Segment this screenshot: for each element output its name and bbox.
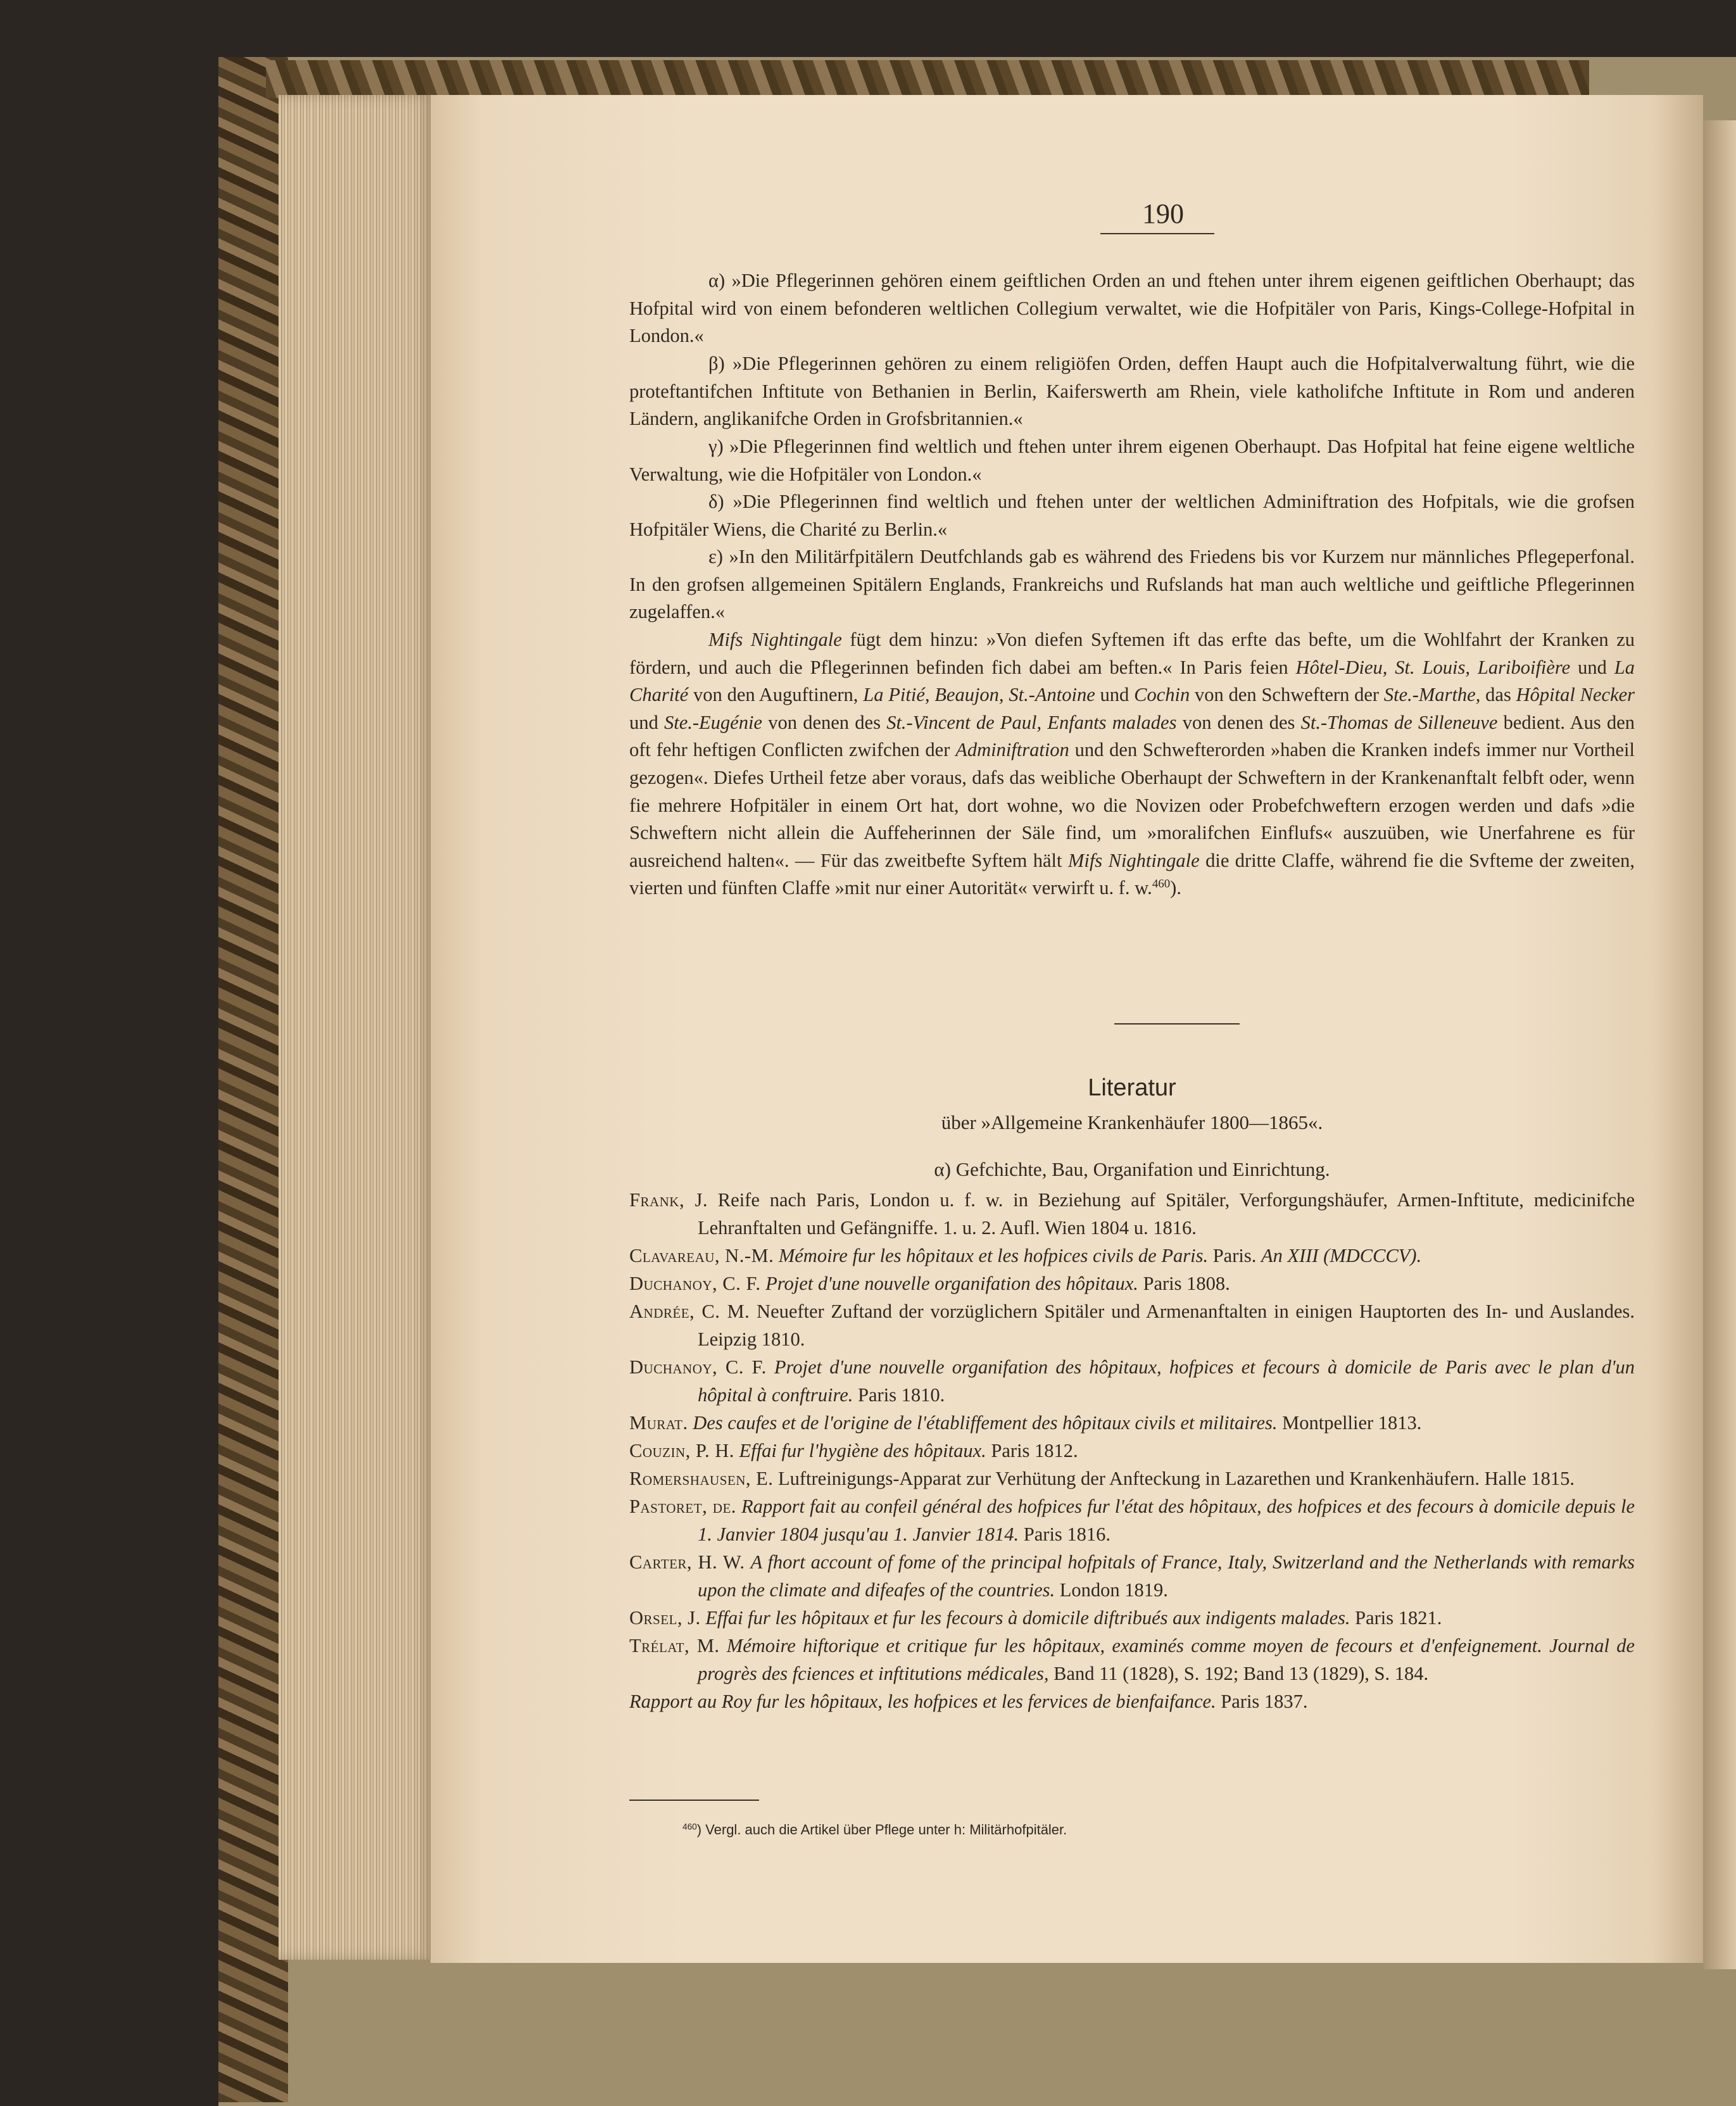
text-run xyxy=(774,1245,779,1266)
footnote-text: ) Vergl. auch die Artikel über Pflege unter h: Militärhofpitäler. xyxy=(696,1822,1067,1838)
italic-text: Mifs Nightingale xyxy=(1067,849,1200,871)
paragraph-beta xyxy=(629,350,1635,433)
reference-author: Carter, H. W. xyxy=(629,1551,745,1573)
reference-entry xyxy=(629,1632,1635,1687)
italic-text: Cochin xyxy=(1134,684,1190,706)
italic-text: Ste.-Marthe, xyxy=(1383,684,1481,706)
italic-text: Projet d'une nouvelle organifation des hôpitaux, hofpices et fecours à domicile de Paris avec le plan d'un hôpital à conftruire. xyxy=(698,1356,1635,1406)
italic-text: Rapport fait au confeil général des hofpices fur l'état des hôpitaux, des hofpices et des fecours à domicile depuis le 1. Janvier 1804 jusqu'au 1. Janvier 1814. xyxy=(698,1496,1635,1545)
footnote-ref: 460 xyxy=(1152,877,1171,891)
page-stack-edge xyxy=(279,95,434,1960)
text-run xyxy=(767,1356,774,1378)
text-run: von den Schweftern der xyxy=(1190,684,1384,706)
footnote-marker: 460 xyxy=(682,1822,697,1832)
text-run: Reife nach Paris, London u. f. w. in Beziehung auf Spitäler, Verforgungshäufer, Armen-Inftitute, medicinifche Lehranftalten und Gefängniffe. 1. u. 2. Aufl. Wien 1804 u. 1816. xyxy=(698,1189,1635,1239)
text-run xyxy=(734,1440,739,1461)
reference-author: Duchanoy, C. F. xyxy=(629,1356,767,1378)
italic-text: La Pitié, Beaujon, St.-Antoine xyxy=(863,684,1095,706)
reference-entry xyxy=(629,1687,1635,1715)
text-run: ε) »In den Militärfpitälern Deutfchlands gab es während des Friedens bis vor Kurzem nur männliches Pflegeperfonal. In den grofsen allgemeinen Spitälern Englands, Frankreichs und Rufslands hat man auch weltliche und geiftliche Pflegerinnen zugelaffen.« xyxy=(629,546,1635,623)
italic-text: Des caufes et de l'origine de l'établiffement des hôpitaux civils et militaires. xyxy=(693,1412,1278,1434)
reference-entry xyxy=(629,1242,1635,1270)
italic-text: Projet d'une nouvelle organifation des hôpitaux. xyxy=(765,1273,1138,1294)
reference-author: Duchanoy, C. F. xyxy=(629,1273,761,1294)
reference-entry xyxy=(629,1270,1635,1297)
italic-text: Hôpital Necker xyxy=(1516,684,1635,706)
reference-author: Pastoret, de. xyxy=(629,1496,736,1517)
text-run: Paris 1816. xyxy=(1019,1523,1111,1545)
italic-text: Ste.-Eugénie xyxy=(664,711,762,733)
text-run: bedient. Aus den oft fehr heftigen Conflicten zwifchen der xyxy=(629,711,1635,761)
text-run: Paris 1810. xyxy=(853,1384,945,1406)
paragraph-gamma xyxy=(629,433,1635,488)
reference-author: Frank, J. xyxy=(629,1189,708,1211)
text-run: und xyxy=(1095,684,1135,706)
reference-entry xyxy=(629,1353,1635,1409)
text-run: Band 11 (1828), S. 192; Band 13 (1829), S. 184. xyxy=(1048,1663,1429,1684)
text-run: und xyxy=(629,711,664,733)
reference-entry xyxy=(629,1465,1635,1492)
literature-title: Literatur xyxy=(1088,1075,1176,1101)
italic-text: A fhort account of fome of the principal hofpitals of France, Italy, Switzerland and the Netherlands with remarks upon the climate and difeafes of the countries. xyxy=(698,1551,1635,1601)
reference-author: Trélat, M. xyxy=(629,1635,720,1656)
text-run: von den Auguftinern, xyxy=(688,684,864,706)
paragraph-nightingale xyxy=(629,626,1635,902)
literature-section-heading: α) Gefchichte, Bau, Organifation und Einrichtung. xyxy=(934,1158,1330,1180)
text-run: Neuefter Zuftand der vorzüglichern Spitäler und Armenanftalten in einigen Hauptorten des In- und Auslandes. Leipzig 1810. xyxy=(698,1301,1635,1350)
text-run: von denen des xyxy=(762,711,887,733)
text-run: und xyxy=(1570,656,1614,678)
paragraph-alpha xyxy=(629,267,1635,350)
text-run: London 1819. xyxy=(1055,1579,1168,1601)
footnote xyxy=(682,1820,1632,1839)
text-run: β) »Die Pflegerinnen gehören zu einem religiöfen Orden, deffen Haupt auch die Hofpitalverwaltung führt, wie die proteftantifchen Inftitute von Bethanien in Berlin, Kaiferswerth am Rhein, viele katholifche Inftitute in Rom und anderen Ländern, anglikanifche Orden in Grofsbritannien.« xyxy=(629,353,1635,430)
reference-entry xyxy=(629,1492,1635,1548)
italic-text: La Charité xyxy=(629,656,1635,706)
text-run: Paris 1837. xyxy=(1216,1691,1308,1712)
italic-text: Mémoire fur les hôpitaux et les hofpices civils de Paris. xyxy=(778,1245,1209,1266)
text-run: fügt dem hinzu: »Von diefen Syftemen ift das erfte das befte, um die Wohlfahrt der Kranken zu fördern, und auch die Pflegerinnen befinden fich dabei am beften.« In Paris feien xyxy=(629,629,1635,678)
paragraph-epsilon xyxy=(629,543,1635,626)
reference-author: Orsel, J. xyxy=(629,1607,701,1629)
text-run: Luftreinigungs-Apparat zur Verhütung der Anfteckung in Lazarethen und Krankenhäufern. Halle 1815. xyxy=(773,1468,1575,1489)
text-run: Montpellier 1813. xyxy=(1277,1412,1422,1434)
marbled-cover-left xyxy=(218,57,288,2102)
facing-page-edge xyxy=(1703,120,1736,1969)
text-run: α) »Die Pflegerinnen gehören einem geiftlichen Orden an und ftehen unter ihrem eigenen geiftlichen Oberhaupt; das Hofpital wird von einem befonderen weltlichen Collegium verwaltet, wie die Hofpitäler von Paris, Kings-College-Hofpital in London.« xyxy=(629,270,1635,347)
italic-text: An XIII (MDCCCV). xyxy=(1261,1245,1422,1266)
reference-entry xyxy=(629,1297,1635,1353)
text-run xyxy=(720,1635,727,1656)
page-number: 190 xyxy=(1142,198,1184,229)
section-divider xyxy=(1114,1023,1240,1025)
reference-entry xyxy=(629,1604,1635,1632)
italic-text: Mémoire hiftorique et critique fur les hôpitaux, examinés comme moyen de fecours et d'enfeignement. Journal de progrès des fciences et inftitutions médicales, xyxy=(698,1635,1635,1684)
reference-author: Couzin, P. H. xyxy=(629,1440,734,1461)
reference-author: Murat. xyxy=(629,1412,688,1434)
reference-list xyxy=(629,1186,1635,1715)
page-number-underline xyxy=(1100,233,1214,234)
reference-author: Romershausen, E. xyxy=(629,1468,774,1489)
italic-text: Hôtel-Dieu, St. Louis, Lariboifière xyxy=(1295,656,1571,678)
text-run: Paris 1808. xyxy=(1138,1273,1230,1294)
reference-author: Clavareau, N.-M. xyxy=(629,1245,774,1266)
italic-text: St.-Vincent de Paul, Enfants malades xyxy=(886,711,1177,733)
text-run: von denen des xyxy=(1176,711,1301,733)
italic-text: Adminiftration xyxy=(955,739,1069,761)
text-run xyxy=(761,1273,766,1294)
reference-entry xyxy=(629,1186,1635,1242)
reference-entry xyxy=(629,1437,1635,1465)
reference-entry xyxy=(629,1409,1635,1437)
marbled-cover-top xyxy=(266,60,1589,98)
text-run: und den Schwefterorden »haben die Kranken indefs immer nur Vortheil gezogen«. Diefes Urtheil fetze aber voraus, dafs das weibliche Oberhaupt der Schweftern in der Krankenanftalt felbft oder, wenn fie mehrere Hofpitäler in einem Ort hat, dort wohne, wo die Novizen oder Probefchweftern erzogen werden und dafs »die Schweftern nicht allein die Auffeherinnen der Säle find, um »moralifchen Einflufs« auszuüben, wie Unerfahrene es für ausreichend halten«. — Für das zweitbefte Syftem hält xyxy=(629,739,1635,871)
literature-subtitle: über »Allgemeine Krankenhäufer 1800—1865«. xyxy=(941,1111,1323,1133)
reference-author: Andrée, C. M. xyxy=(629,1301,750,1322)
italic-text: Effai fur les hôpitaux et fur les fecours à domicile diftribués aux indigents malades. xyxy=(705,1607,1350,1629)
footnote-rule xyxy=(629,1800,759,1801)
text-run: Paris 1821. xyxy=(1350,1607,1442,1629)
reference-entry xyxy=(629,1548,1635,1604)
italic-text: Mifs Nightingale xyxy=(708,629,842,650)
text-run: Paris. xyxy=(1208,1245,1261,1266)
text-run: γ) »Die Pflegerinnen find weltlich und ftehen unter ihrem eigenen Oberhaupt. Das Hofpital hat feine eigene weltliche Verwaltung, wie die Hofpitäler von London.« xyxy=(629,436,1635,485)
text-run: Paris 1812. xyxy=(986,1440,1078,1461)
italic-text: Rapport au Roy fur les hôpitaux, les hofpices et les fervices de bienfaifance. xyxy=(629,1691,1216,1712)
text-run xyxy=(736,1496,741,1517)
text-run: das xyxy=(1480,684,1516,706)
text-run: die dritte Claffe, während fie die Svfteme der zweiten, vierten und fünften Claffe »mit nur einer Autorität« verwirft u. f. w. xyxy=(629,849,1635,899)
italic-text: Effai fur l'hygiène des hôpitaux. xyxy=(739,1440,986,1461)
text-run: ). xyxy=(1170,877,1181,899)
text-run: δ) »Die Pflegerinnen find weltlich und ftehen unter der weltlichen Adminiftration des Hofpitals, wie die grofsen Hofpitäler Wiens, die Charité zu Berlin.« xyxy=(629,491,1635,540)
paragraph-delta xyxy=(629,488,1635,543)
italic-text: St.-Thomas de Silleneuve xyxy=(1300,711,1498,733)
